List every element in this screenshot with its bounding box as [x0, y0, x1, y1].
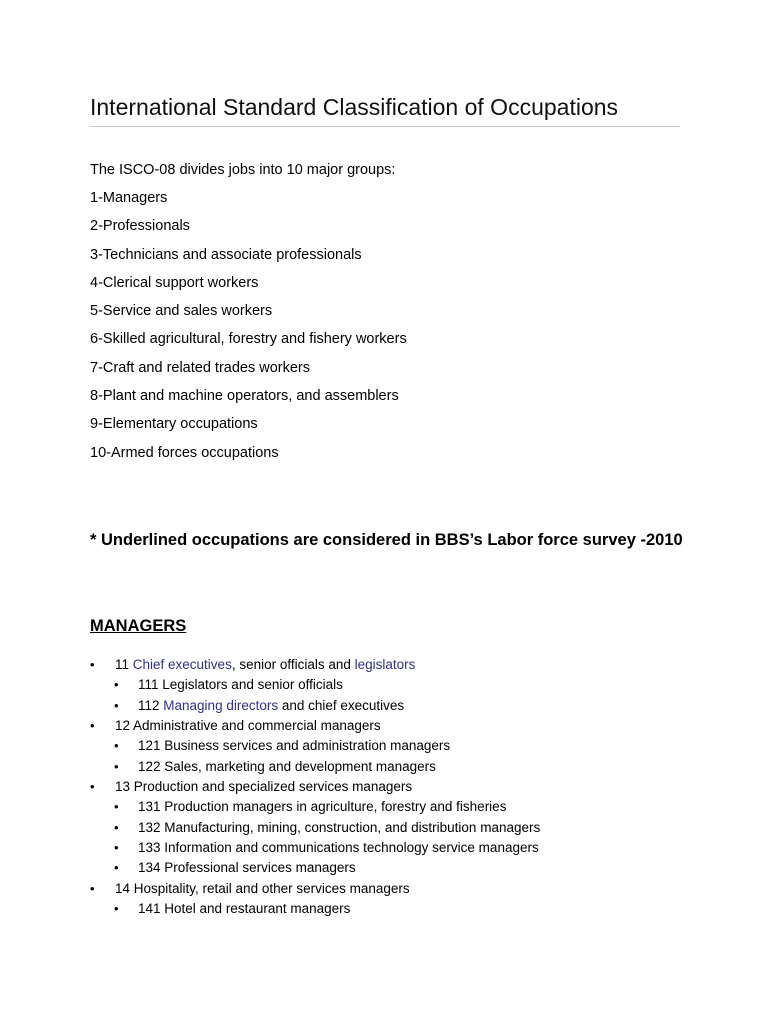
outline-text-segment: 132 Manufacturing, mining, construction, and distribution managers [138, 819, 541, 835]
outline-item [90, 716, 730, 736]
outline-item-text [138, 675, 343, 695]
bullet-icon: • [114, 819, 119, 835]
outline-item [90, 777, 730, 797]
outline-item-text [138, 899, 350, 919]
outline-text-segment: 134 Professional services managers [138, 860, 356, 876]
outline-text-segment: 122 Sales, marketing and development managers [138, 758, 436, 774]
outline-text-segment: , senior officials and [231, 657, 355, 672]
outline-item [90, 655, 730, 675]
major-groups-list [90, 188, 407, 471]
bullet-icon: • [114, 738, 119, 754]
outline-subitem [90, 838, 730, 858]
outline-item-text [115, 879, 410, 899]
major-group-item: 3-Technicians and associate professionals [90, 246, 362, 263]
outline-item-text [115, 655, 415, 675]
outline-subitem [90, 818, 730, 838]
major-group-item: 4-Clerical support workers [90, 274, 259, 291]
survey-note: * Underlined occupations are considered in BBS’s Labor force survey -2010 [90, 531, 683, 549]
bullet-icon: • [90, 880, 95, 896]
outline-text-segment: 13 Production and specialized services managers [115, 779, 413, 795]
bullet-icon: • [114, 901, 119, 917]
major-group-item: 7-Craft and related trades workers [90, 359, 311, 376]
title-divider [90, 126, 680, 127]
outline-text-segment: and chief executives [278, 697, 405, 713]
bullet-icon: • [90, 718, 95, 734]
outline-item [90, 879, 730, 899]
outline-text-segment: 11 [115, 657, 133, 672]
outline-subitem [90, 757, 730, 777]
major-group-item: 6-Skilled agricultural, forestry and fishery workers [90, 331, 407, 348]
occupation-link[interactable]: Chief executives [132, 657, 232, 672]
major-group-item: 9-Elementary occupations [90, 416, 258, 433]
major-group-item: 1-Managers [90, 190, 168, 206]
outline-text-segment: 133 Information and communications technology service managers [138, 840, 539, 856]
occupation-link[interactable]: Managing directors [163, 697, 279, 713]
page-title: International Standard Classification of Occupations [90, 94, 619, 120]
managers-outline [90, 655, 730, 919]
bullet-icon: • [114, 799, 119, 815]
bullet-icon: • [90, 657, 95, 672]
bullet-icon: • [90, 779, 95, 795]
outline-subitem [90, 736, 730, 756]
outline-text-segment: 131 Production managers in agriculture, forestry and fisheries [138, 799, 507, 815]
major-group-item: 8-Plant and machine operators, and assemblers [90, 388, 399, 405]
bullet-icon: • [114, 860, 119, 876]
occupation-link[interactable]: legislators [354, 657, 416, 672]
major-group-item: 2-Professionals [90, 218, 190, 235]
bullet-icon: • [114, 677, 119, 693]
outline-item-text [138, 736, 450, 756]
outline-item-text [115, 716, 381, 736]
outline-text-segment: 111 Legislators and senior officials [138, 677, 343, 693]
intro-text: The ISCO-08 divides jobs into 10 major groups: [90, 162, 396, 178]
outline-item-text [138, 797, 506, 817]
major-group-item: 10-Armed forces occupations [90, 444, 279, 461]
outline-text-segment: 141 Hotel and restaurant managers [138, 901, 351, 917]
outline-subitem [90, 899, 730, 919]
outline-subitem [90, 858, 730, 878]
outline-text-segment: 112 [138, 697, 164, 713]
section-heading-managers: MANAGERS [90, 617, 187, 635]
outline-item-text [138, 696, 404, 716]
outline-text-segment: 121 Business services and administration managers [138, 738, 451, 754]
bullet-icon: • [114, 697, 119, 713]
outline-item-text [115, 777, 412, 797]
outline-subitem [90, 797, 730, 817]
bullet-icon: • [114, 758, 119, 774]
major-group-item: 5-Service and sales workers [90, 303, 273, 320]
outline-item-text [138, 858, 356, 878]
outline-subitem [90, 696, 730, 716]
outline-subitem [90, 675, 730, 695]
outline-text-segment: 12 Administrative and commercial managers [115, 718, 381, 734]
outline-text-segment: 14 Hospitality, retail and other services managers [115, 880, 410, 896]
outline-item-text [138, 757, 436, 777]
outline-item-text [138, 838, 539, 858]
bullet-icon: • [114, 840, 119, 856]
outline-item-text [138, 818, 540, 838]
